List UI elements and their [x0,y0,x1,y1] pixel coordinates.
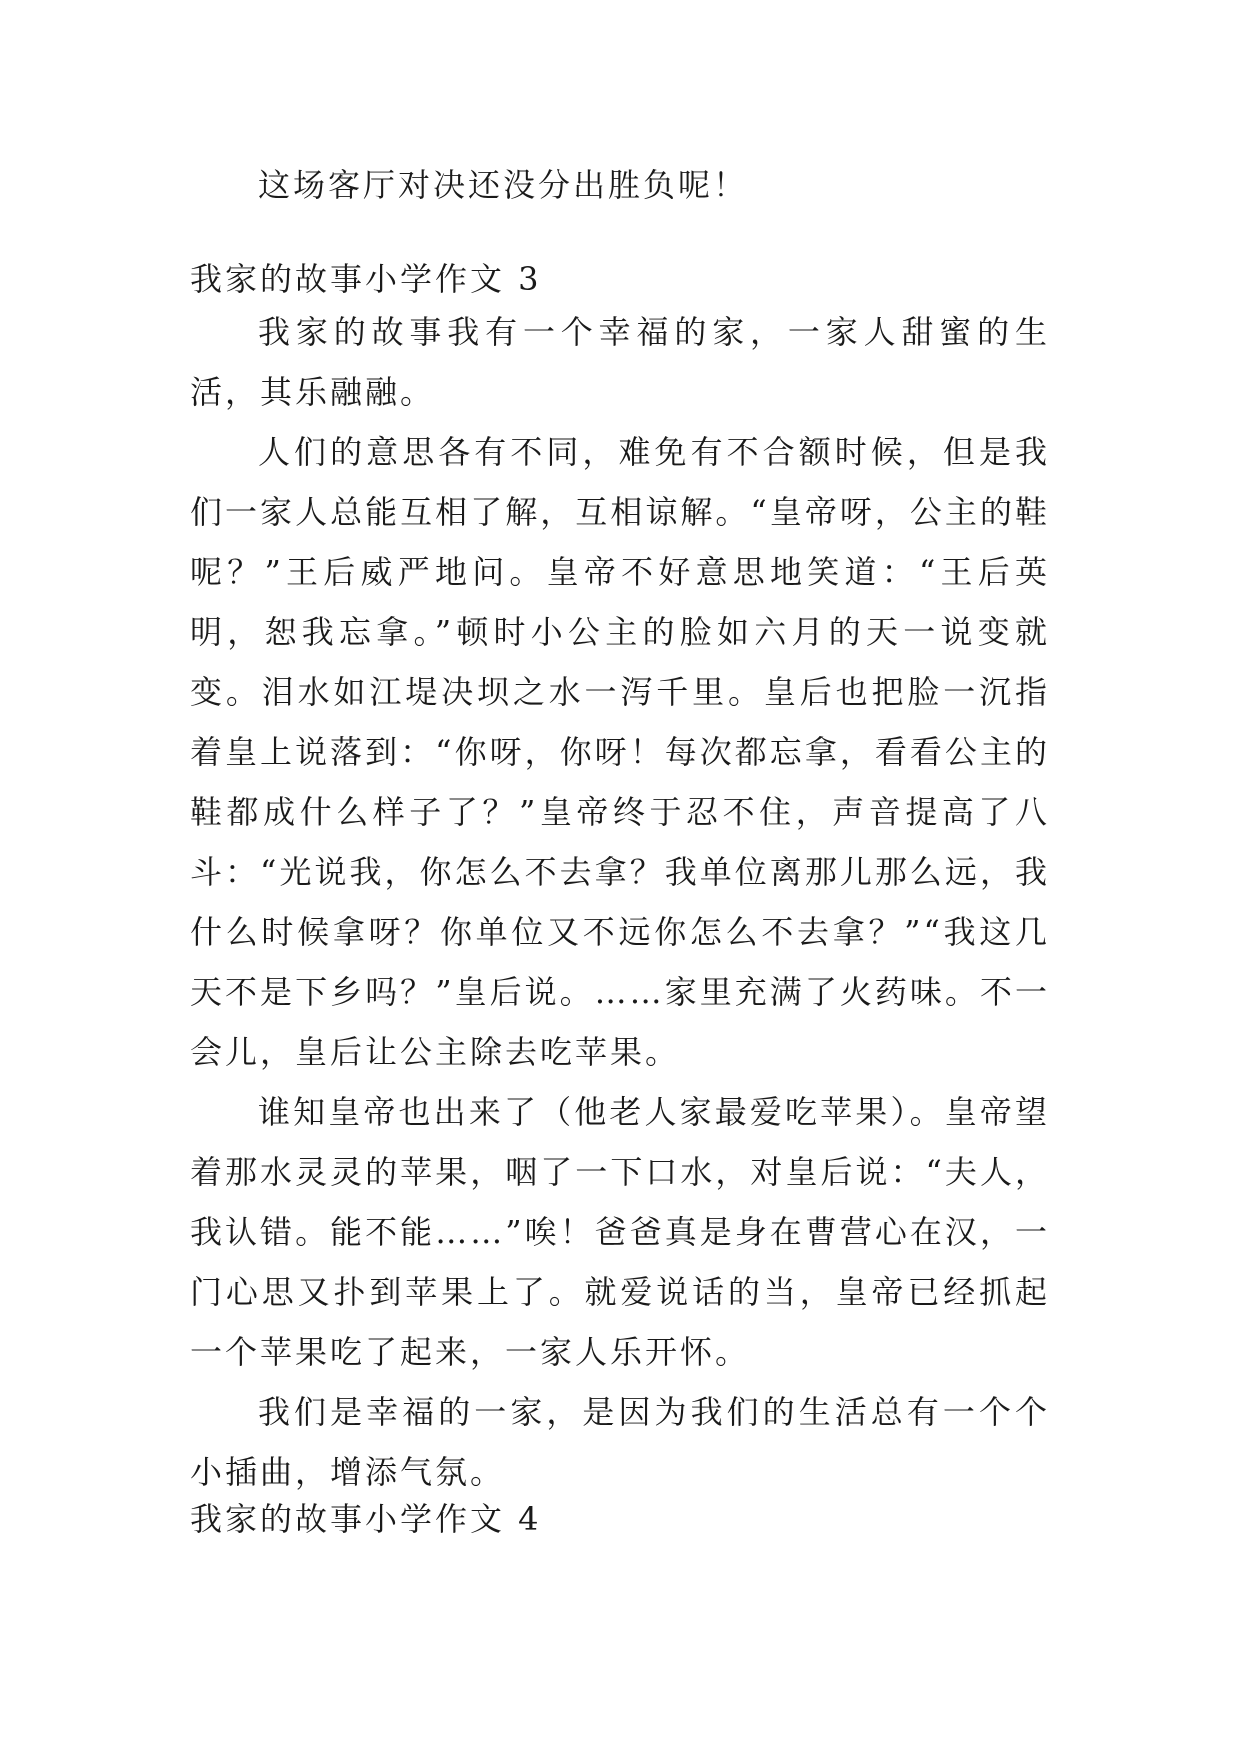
section-4-heading: 我家的故事小学作文 4 [190,1500,542,1538]
intro-block [190,155,1050,215]
section-3-paragraph-1: 我家的故事我有一个幸福的家，一家人甜蜜的生活，其乐融融。 [190,313,1050,411]
section-3-paragraph-4: 我们是幸福的一家，是因为我们的生活总有一个个小插曲，增添气氛。 [190,1393,1050,1491]
section-3-paragraph-2: 人们的意思各有不同，难免有不合额时候，但是我们一家人总能互相了解，互相谅解。“皇帝呀，公主的鞋呢？”王后威严地问。皇帝不好意思地笑道：“王后英明，恕我忘拿。”顿时小公主的脸如六月的天一说变就变。泪水如江堤决坝之水一泻千里。皇后也把脸一沉指着皇上说落到：“你呀，你呀！每次都忘拿，看看公主的鞋都成什么样子了？”皇帝终于忍不住，声音提高了八斗：“光说我，你怎么不去拿？我单位离那儿那么远，我什么时候拿呀？你单位又不远你怎么不去拿？”“我这几天不是下乡吗？”皇后说。……家里充满了火药味。不一会儿，皇后让公主除去吃苹果。 [190,433,1050,1071]
section-3-heading: 我家的故事小学作文 3 [190,260,542,298]
section-3-body [190,302,1050,1502]
section-3-paragraph-3: 谁知皇帝也出来了（他老人家最爱吃苹果）。皇帝望着那水灵灵的苹果，咽了一下口水，对皇后说：“夫人，我认错。能不能……”唉！爸爸真是身在曹营心在汉，一门心思又扑到苹果上了。就爱说话的当，皇帝已经抓起一个苹果吃了起来，一家人乐开怀。 [190,1093,1050,1371]
intro-paragraph: 这场客厅对决还没分出胜负呢！ [258,166,749,204]
